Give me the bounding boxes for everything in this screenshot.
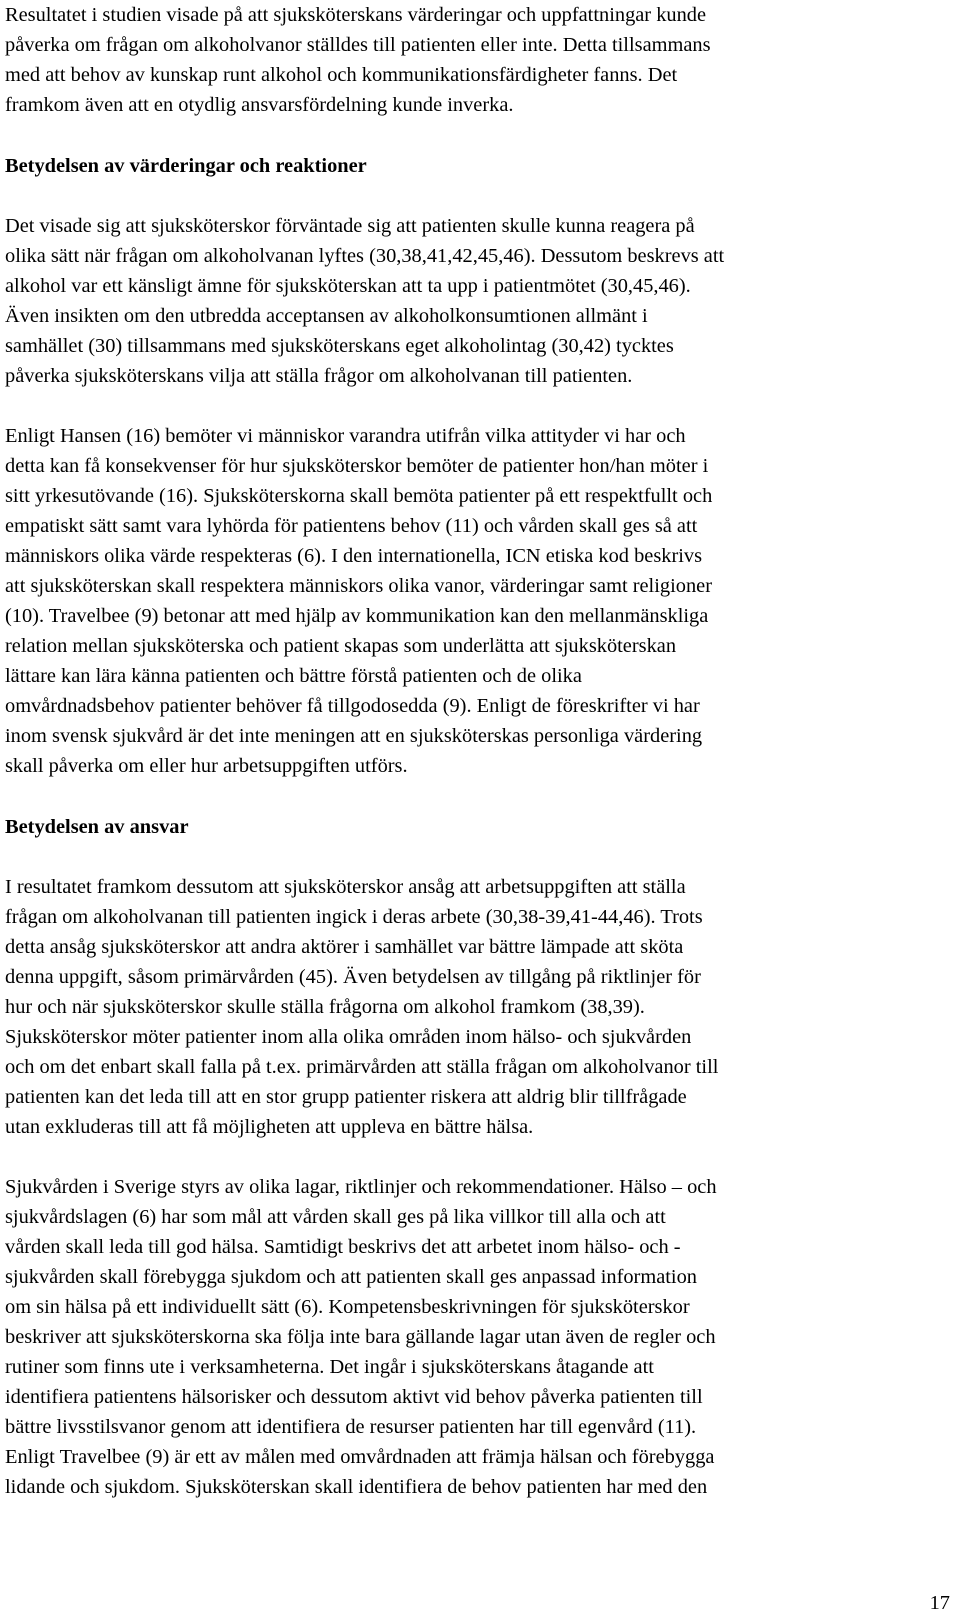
text-line: rutiner som finns ute i verksamheterna. Det ingår i sjuksköterskans åtagande att [5,1356,654,1378]
text-line: sjukvårdslagen (6) har som mål att vården skall ges på lika villkor till alla och att [5,1206,666,1228]
text-line: patienten kan det leda till att en stor grupp patienter riskera att aldrig blir tillfrågade [5,1086,687,1108]
text-line: denna uppgift, såsom primärvården (45). Även betydelsen av tillgång på riktlinjer för [5,966,701,988]
text-line: samhället (30) tillsammans med sjuksköterskans eget alkoholintag (30,42) tycktes [5,335,674,357]
text-line: skall påverka om eller hur arbetsuppgiften utförs. [5,755,408,777]
page-number: 17 [929,1592,950,1614]
text-line: frågan om alkoholvanan till patienten ingick i deras arbete (30,38-39,41-44,46). Trots [5,906,703,928]
text-line: Även insikten om den utbredda acceptansen av alkoholkonsumtionen allmänt i [5,305,648,327]
text-line: och om det enbart skall falla på t.ex. primärvården att ställa frågan om alkoholvanor till [5,1056,719,1078]
text-line: sjukvården skall förebygga sjukdom och att patienten skall ges anpassad information [5,1266,697,1288]
text-line: Enligt Hansen (16) bemöter vi människor varandra utifrån vilka attityder vi har och [5,425,686,447]
text-line: detta kan få konsekvenser för hur sjuksköterskor bemöter de patienter hon/han möter i [5,455,709,477]
text-line: relation mellan sjuksköterska och patient skapas som underlätta att sjuksköterskan [5,635,677,657]
text-line: Resultatet i studien visade på att sjuksköterskans värderingar och uppfattningar kunde [5,4,707,26]
section-heading-ansvar: Betydelsen av ansvar [5,816,189,838]
text-line: (10). Travelbee (9) betonar att med hjälp av kommunikation kan den mellanmänskliga [5,605,709,627]
text-line: hur och när sjuksköterskor skulle ställa frågorna om alkohol framkom (38,39). [5,996,645,1018]
text-line: alkohol var ett känsligt ämne för sjuksköterskan att ta upp i patientmötet (30,45,46). [5,275,691,297]
text-line: vården skall leda till god hälsa. Samtidigt beskrivs det att arbetet inom hälso- och - [5,1236,681,1258]
text-line: utan exkluderas till att få möjligheten att uppleva en bättre hälsa. [5,1116,534,1138]
text-line: Det visade sig att sjuksköterskor förväntade sig att patienten skulle kunna reagera på [5,215,695,237]
text-line: bättre livsstilsvanor genom att identifiera de resurser patienten har till egenvård (11). [5,1416,697,1438]
text-line: med att behov av kunskap runt alkohol och kommunikationsfärdigheter fanns. Det [5,64,678,86]
text-line: detta ansåg sjuksköterskor att andra aktörer i samhället var bättre lämpade att sköta [5,936,684,958]
text-line: identifiera patientens hälsorisker och dessutom aktivt vid behov påverka patienten till [5,1386,703,1408]
text-line: om sin hälsa på ett individuellt sätt (6). Kompetensbeskrivningen för sjuksköterskor [5,1296,690,1318]
text-line: sitt yrkesutövande (16). Sjuksköterskorna skall bemöta patienter på ett respektfullt och [5,485,713,507]
text-line: omvårdnadsbehov patienter behöver få tillgodosedda (9). Enligt de föreskrifter vi har [5,695,700,717]
text-line: lättare kan lära känna patienten och bättre förstå patienten och de olika [5,665,582,687]
text-line: lidande och sjukdom. Sjuksköterskan skall identifiera de behov patienten har med den [5,1476,708,1498]
text-line: I resultatet framkom dessutom att sjuksköterskor ansåg att arbetsuppgiften att ställa [5,876,686,898]
section-heading-vardering: Betydelsen av värderingar och reaktioner [5,155,367,177]
text-line: människors olika värde respekteras (6). I den internationella, ICN etiska kod beskrivs [5,545,703,567]
text-line: inom svensk sjukvård är det inte meningen att en sjuksköterskas personliga värdering [5,725,703,747]
text-line: påverka sjuksköterskans vilja att ställa frågor om alkoholvanan till patienten. [5,365,633,387]
text-line: empatiskt sätt samt vara lyhörda för patientens behov (11) och vården skall ges så att [5,515,698,537]
text-line: olika sätt när frågan om alkoholvanan lyftes (30,38,41,42,45,46). Dessutom beskrevs att [5,245,725,267]
text-line: Sjukvården i Sverige styrs av olika lagar, riktlinjer och rekommendationer. Hälso – och [5,1176,717,1198]
text-line: framkom även att en otydlig ansvarsfördelning kunde inverka. [5,94,514,116]
text-line: påverka om frågan om alkoholvanor ställdes till patienten eller inte. Detta tillsammans [5,34,711,56]
text-line: beskriver att sjuksköterskorna ska följa inte bara gällande lagar utan även de regler och [5,1326,716,1348]
text-line: att sjuksköterskan skall respektera människors olika vanor, värderingar samt religioner [5,575,712,597]
text-line: Enligt Travelbee (9) är ett av målen med omvårdnaden att främja hälsan och förebygga [5,1446,715,1468]
text-line: Sjuksköterskor möter patienter inom alla olika områden inom hälso- och sjukvården [5,1026,692,1048]
